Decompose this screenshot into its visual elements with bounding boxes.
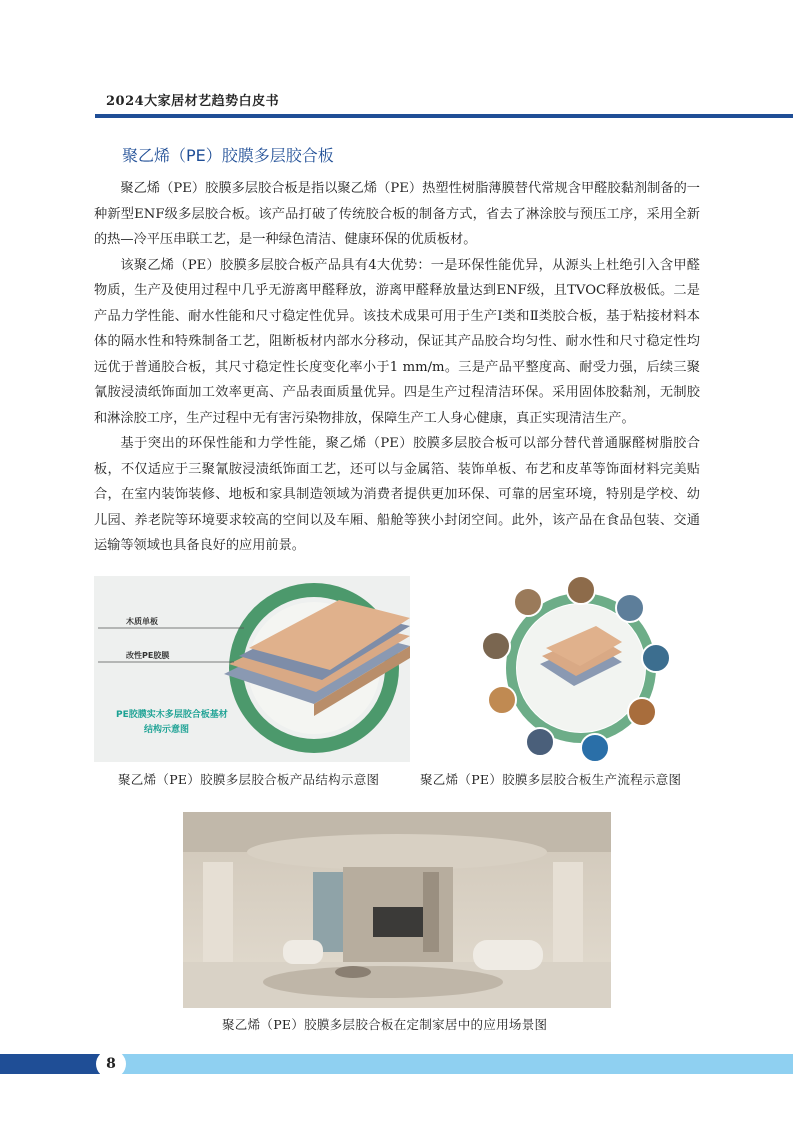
page-number: 8	[96, 1050, 126, 1078]
figure1-caption: 聚乙烯（PE）胶膜多层胶合板产品结构示意图	[118, 772, 380, 787]
structure-diagram-figure	[94, 576, 410, 762]
living-room-illustration	[183, 812, 611, 1008]
label-wood-veneer: 木质单板	[126, 617, 158, 626]
label-pe-film: 改性PE胶膜	[126, 651, 170, 660]
diagram-title-line1: PE胶膜实木多层胶合板基材	[116, 710, 228, 720]
structure-diagram-illustration	[94, 576, 410, 762]
diagram-title-line2: 结构示意图	[144, 725, 190, 735]
footer-bar-light	[118, 1054, 793, 1074]
paragraph-3: 基于突出的环保性能和力学性能，聚乙烯（PE）胶膜多层胶合板可以部分替代普通脲醛树脂胶合板，不仅适应于三聚氰胺浸渍纸饰面工艺，还可以与金属箔、装饰单板、布艺和皮革等饰面材料完美贴合，在室内装饰装修、地板和家具制造领域为消费者提供更加环保、可靠的居室环境，特别是学校、幼儿园、养老院等环境要求较高的空间以及车厢、船舱等狭小封闭空间。此外，该产品在食品包装、交通运输等领域也具备良好的应用前景。	[94, 436, 700, 553]
footer-bar-dark	[0, 1054, 100, 1074]
section-title: 聚乙烯（PE）胶膜多层胶合板	[122, 146, 334, 165]
production-flow-figure	[470, 572, 692, 764]
figure2-caption: 聚乙烯（PE）胶膜多层胶合板生产流程示意图	[420, 772, 682, 787]
figure3-caption: 聚乙烯（PE）胶膜多层胶合板在定制家居中的应用场景图	[222, 1017, 548, 1032]
body-text	[94, 176, 700, 559]
application-scene-figure	[183, 812, 611, 1008]
production-flow-illustration	[470, 572, 692, 764]
header-rule	[95, 114, 793, 118]
paragraph-1: 聚乙烯（PE）胶膜多层胶合板是指以聚乙烯（PE）热塑性树脂薄膜替代常规含甲醛胶黏剂制备的一种新型ENF级多层胶合板。该产品打破了传统胶合板的制备方式，省去了淋涂胶与预压工序，采用全新的热—冷平压串联工艺，是一种绿色清洁、健康环保的优质板材。	[94, 181, 700, 247]
paragraph-2: 该聚乙烯（PE）胶膜多层胶合板产品具有4大优势：一是环保性能优异，从源头上杜绝引入含甲醛物质，生产及使用过程中几乎无游离甲醛释放，游离甲醛释放量达到ENF级，且TVOC释放极低。二是产品力学性能、耐水性能和尺寸稳定性优异。该技术成果可用于生产Ⅰ类和Ⅱ类胶合板，基于粘接材料本体的隔水性和特殊制备工艺，阻断板材内部水分移动，保证其产品胶合均匀性、耐水性和尺寸稳定性均远优于普通胶合板，其尺寸稳定性长度变化率小于1 mm/m。三是产品平整度高、耐受力强，后续三聚氰胺浸渍纸饰面加工效率更高、产品表面质量优异。四是生产过程清洁环保。采用固体胶黏剂，无制胶和淋涂胶工序，生产过程中无有害污染物排放，保障生产工人身心健康，真正实现清洁生产。	[94, 257, 700, 426]
document-header-title: 2024大家居材艺趋势白皮书	[106, 94, 280, 109]
